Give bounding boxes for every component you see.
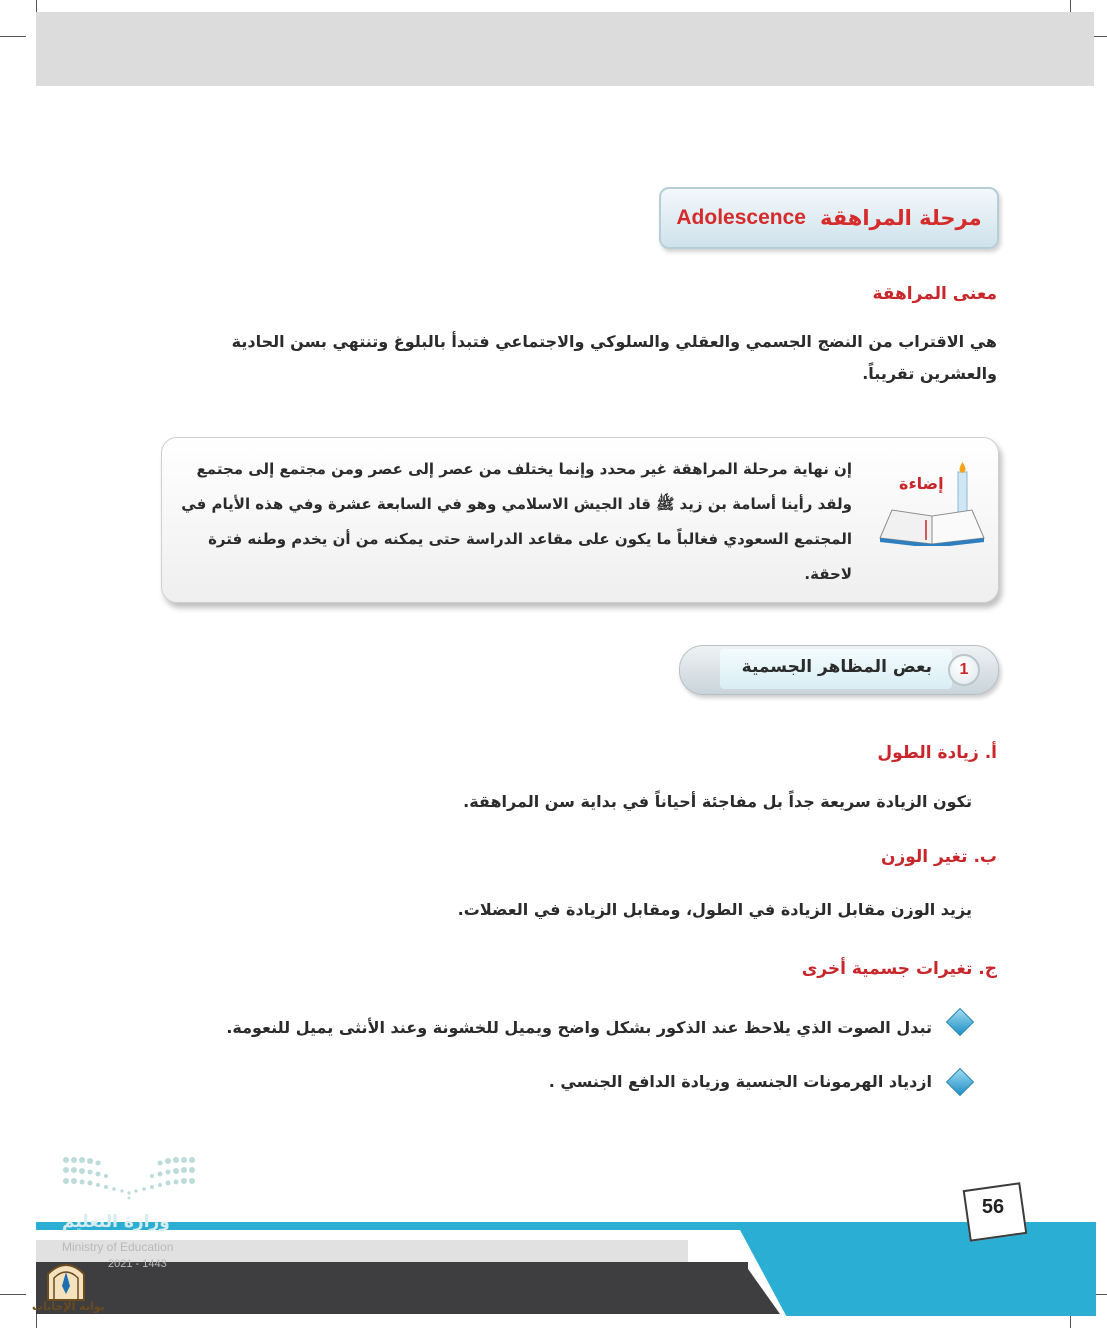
footer-stripe xyxy=(36,1222,1096,1230)
footer-blue-band xyxy=(740,1230,1096,1316)
page-number: 56 xyxy=(981,1196,1005,1218)
chapter-title-arabic: مرحلة المراهقة xyxy=(819,206,982,230)
height-paragraph: تكون الزيادة سريعة جداً بل مفاجئة أحياناً في بداية سن المراهقة. xyxy=(463,792,972,811)
list-item: تبدل الصوت الذي يلاحظ عند الذكور بشكل واضح ويميل للخشونة وعند الأنثى يميل للنعومة. xyxy=(226,1018,932,1037)
chapter-title-english: Adolescence xyxy=(676,206,806,229)
crop-mark xyxy=(0,36,26,37)
highlight-label: إضاءة xyxy=(899,474,944,493)
chapter-title-box xyxy=(659,187,999,249)
crop-mark xyxy=(0,1294,26,1295)
header-band xyxy=(36,12,1094,86)
highlight-text: إن نهاية مرحلة المراهقة غير محدد وإنما يختلف من عصر إلى عصر ومن مجتمع إلى مجتمع ولقد رأينا أسامة بن زيد ﷺ قاد الجيش الاسلامي وهو في السابعة عشرة وفي هذه الأيام في المجتمع السعودي فغالباً ما يكون على مقاعد الدراسة حتى يمكنه من أن يخدم وطنه فترة لاحقة. xyxy=(181,460,852,583)
weight-paragraph: يزيد الوزن مقابل الزيادة في الطول، ومقابل الزيادة في العضلات. xyxy=(457,900,972,919)
watermark-text: بوابة الإجابات xyxy=(32,1300,105,1313)
ministry-logo-icon xyxy=(62,1155,196,1201)
weight-heading: ب. تغير الوزن xyxy=(880,847,997,867)
section-number-badge: 1 xyxy=(948,654,980,686)
other-changes-heading: ج. تغيرات جسمية أخرى xyxy=(801,959,997,979)
ministry-name-english: Ministry of Education xyxy=(62,1240,174,1254)
section-title: بعض المظاهر الجسمية xyxy=(741,657,932,677)
book-candle-icon xyxy=(876,460,988,546)
bullet-diamond-icon xyxy=(946,1008,974,1036)
meaning-heading: معنى المراهقة xyxy=(872,284,997,304)
ministry-year: 2021 - 1443 xyxy=(108,1258,167,1270)
height-heading: أ. زيادة الطول xyxy=(877,743,997,763)
ministry-name-arabic: وزارة التعليم xyxy=(62,1212,170,1232)
list-item: ازدياد الهرمونات الجنسية وزيادة الدافع الجنسي . xyxy=(548,1072,932,1091)
meaning-paragraph: هي الاقتراب من النضج الجسمي والعقلي والسلوكي والاجتماعي فتبدأ بالبلوغ وتنتهي بسن الحادية والعشرين تقريباً. xyxy=(231,332,997,383)
bullet-diamond-icon xyxy=(946,1068,974,1096)
watermark-logo-icon xyxy=(44,1256,88,1302)
